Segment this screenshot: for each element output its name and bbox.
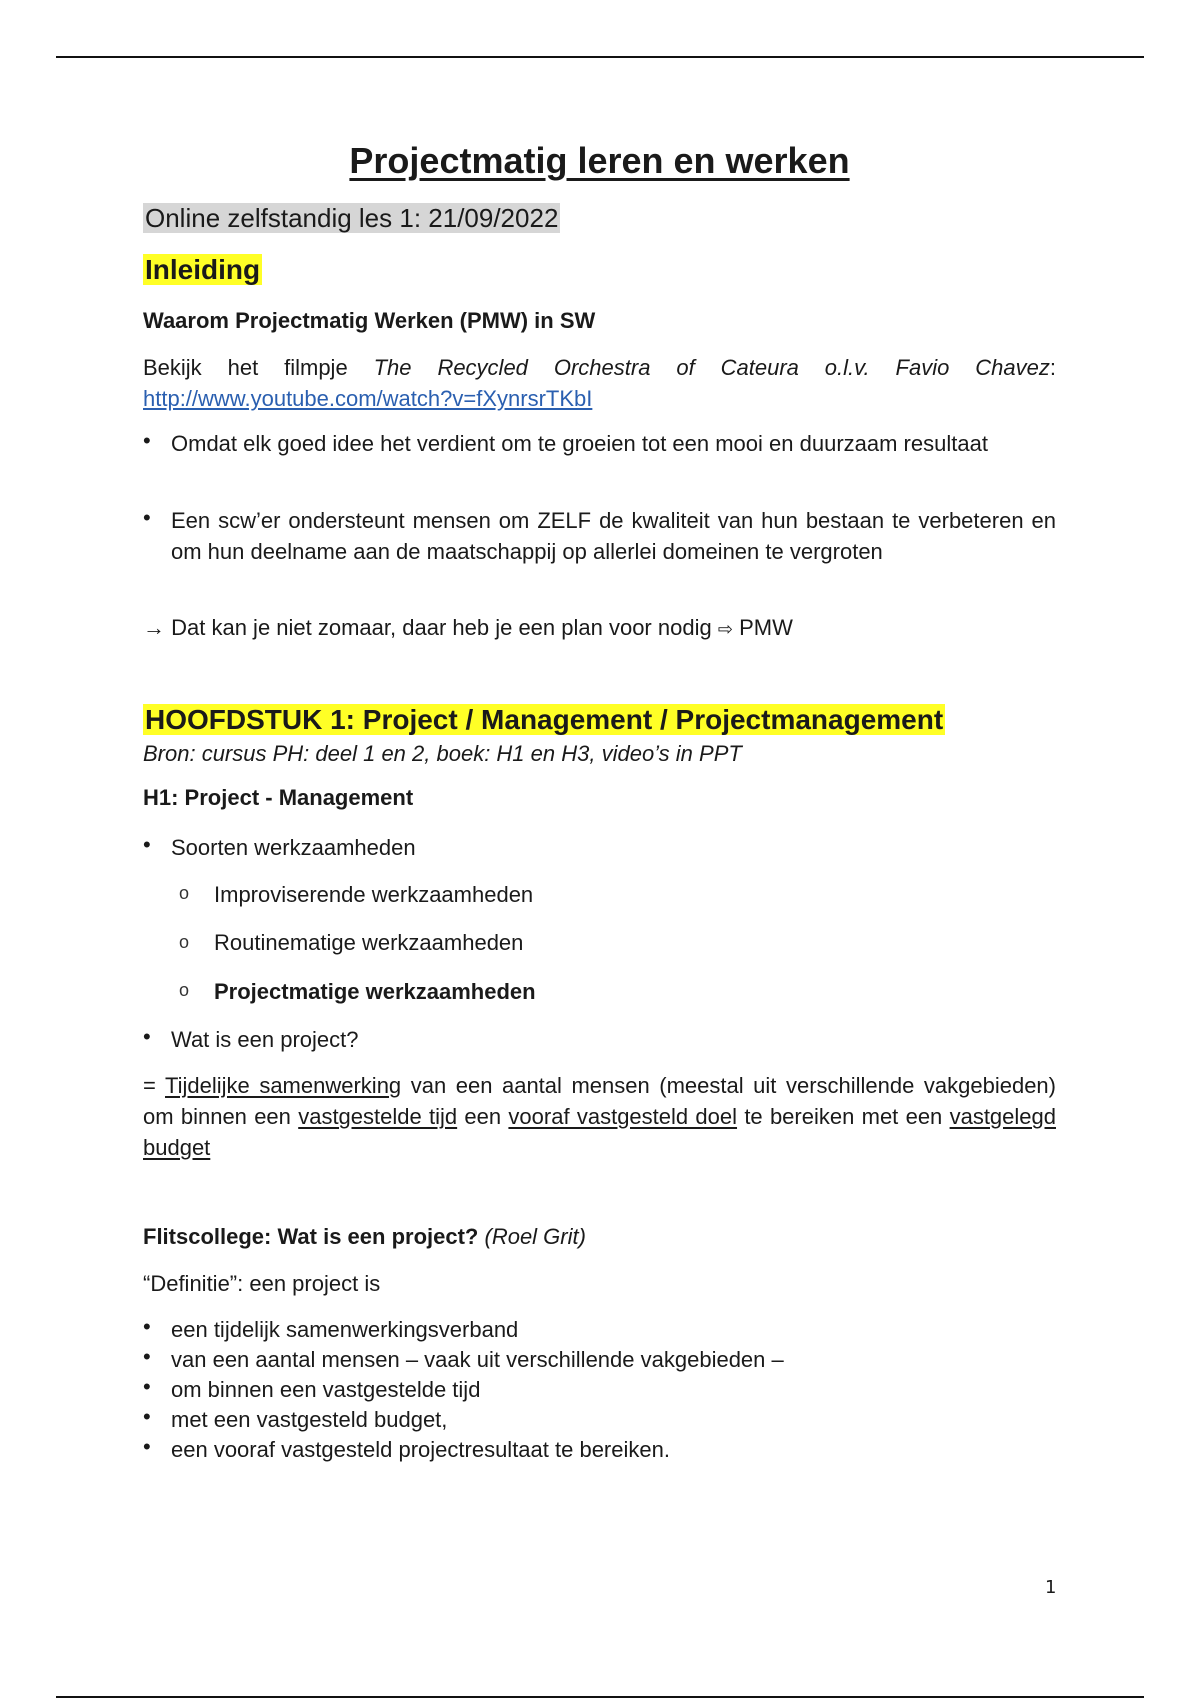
flitscollege-heading: Flitscollege: Wat is een project? (Roel Grit) <box>143 1224 586 1249</box>
video-title: The Recycled Orchestra of Cateura o.l.v. Favio Chavez <box>373 355 1050 380</box>
section-title: H1: Project - Management <box>143 785 414 810</box>
list-item: een vooraf vastgesteld projectresultaat te bereiken. <box>171 1437 670 1462</box>
bullet-icon: • <box>143 832 151 857</box>
page-title: Projectmatig leren en werken <box>349 140 850 181</box>
flitscollege-author: (Roel Grit) <box>484 1224 586 1249</box>
arrow-right-icon: → <box>143 615 165 640</box>
chapter-source: Bron: cursus PH: deel 1 en 2, boek: H1 en H3, video’s in PPT <box>143 741 742 766</box>
chapter-heading: HOOFDSTUK 1: Project / Management / Projectmanagement <box>145 704 944 735</box>
circle-bullet-icon: o <box>179 932 190 952</box>
outline-arrow-icon: ⇨ <box>717 619 733 639</box>
list-item: Soorten werkzaamheden <box>171 835 416 860</box>
list-item: met een vastgesteld budget, <box>171 1407 448 1432</box>
lesson-label: Online zelfstandig les 1: 21/09/2022 <box>145 203 559 233</box>
bullet-icon: • <box>143 1404 151 1429</box>
sub-list-item: Routinematige werkzaamheden <box>214 930 524 955</box>
bullet-icon: • <box>143 505 151 530</box>
list-item: een tijdelijk samenwerkingsverband <box>171 1317 519 1342</box>
project-definition: = Tijdelijke samenwerking van een aantal mensen (meestal uit verschillende vakgebieden) om binnen een vastgestelde tijd een vooraf vastgesteld doel te bereiken met een vastgelegd budget <box>143 1073 1056 1160</box>
top-rule <box>56 56 1144 58</box>
bullet-icon: • <box>143 1344 151 1369</box>
list-item: Omdat elk goed idee het verdient om te groeien tot een mooi en duurzaam resultaat <box>171 431 988 456</box>
bullet-icon: • <box>143 1024 151 1049</box>
bottom-rule <box>56 1696 1144 1698</box>
circle-bullet-icon: o <box>179 883 190 903</box>
bullet-icon: • <box>143 1434 151 1459</box>
list-item: om binnen een vastgestelde tijd <box>171 1377 481 1402</box>
bullet-icon: • <box>143 1374 151 1399</box>
sub-list-item: Improviserende werkzaamheden <box>214 882 534 907</box>
list-item: Wat is een project? <box>171 1027 359 1052</box>
video-link[interactable]: http://www.youtube.com/watch?v=fXynrsrTKbI <box>143 386 593 411</box>
page-number: 1 <box>1045 1577 1057 1598</box>
intro-heading: Inleiding <box>145 254 261 285</box>
list-item: van een aantal mensen – vaak uit verschillende vakgebieden – <box>171 1347 784 1372</box>
sub-list-item: Projectmatige werkzaamheden <box>214 979 536 1004</box>
watch-paragraph: Bekijk het filmpje The Recycled Orchestra of Cateura o.l.v. Favio Chavez: http://www.youtube.com/watch?v=fXynrsrTKbI <box>143 355 1056 411</box>
intro-subheading: Waarom Projectmatig Werken (PMW) in SW <box>143 308 596 333</box>
conclusion-line: → Dat kan je niet zomaar, daar heb je een plan voor nodig ⇨ PMW <box>143 612 793 645</box>
definition-label: “Definitie”: een project is <box>143 1271 381 1296</box>
circle-bullet-icon: o <box>179 980 190 1000</box>
list-item: Een scw’er ondersteunt mensen om ZELF de kwaliteit van hun bestaan te verbeteren en om hun deelname aan de maatschappij op allerlei domeinen te vergroten <box>171 508 1056 564</box>
bullet-icon: • <box>143 1314 151 1339</box>
bullet-icon: • <box>143 428 151 453</box>
